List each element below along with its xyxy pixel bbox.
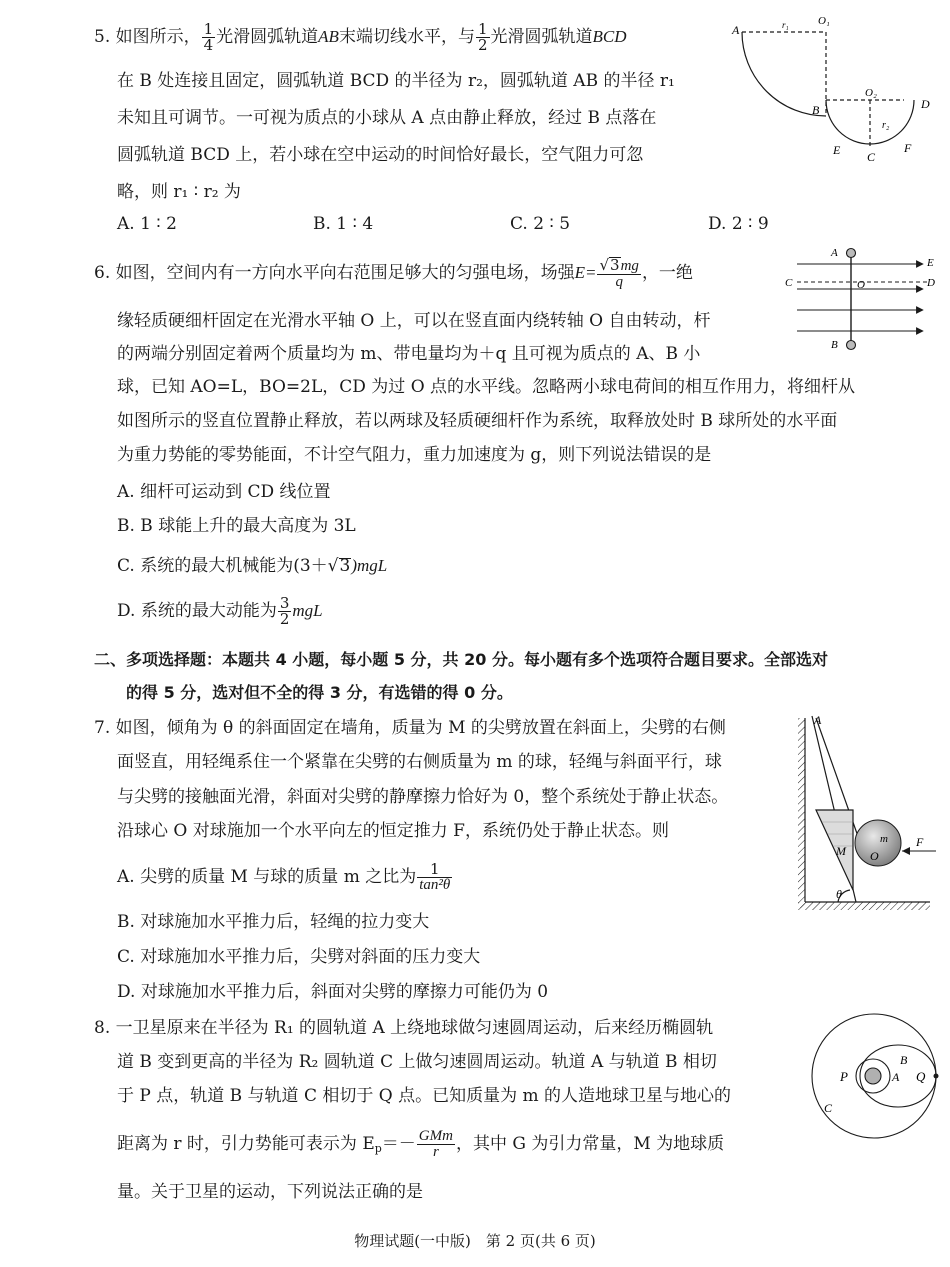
q6-label-o: O bbox=[857, 279, 865, 291]
q7-line4: 沿球心 O 对球施加一个水平向左的恒定推力 F，系统仍处于静止状态。则 bbox=[117, 821, 669, 841]
q6-line2: 缘轻质硬细杆固定在光滑水平轴 O 上，可以在竖直面内绕转轴 O 自由转动，杆 bbox=[117, 311, 711, 331]
section2-heading-line2: 的得 5 分，选对但不全的得 3 分，有选错的得 0 分。 bbox=[126, 683, 513, 702]
q5-label-o2: O₂ bbox=[865, 87, 877, 99]
q5-option-d: D. 2 ∶ 9 bbox=[708, 214, 769, 234]
q6-line1: 6. 如图，空间内有一方向水平向右范围足够大的匀强电场，场强E= $\frac{√3mg}{q}$ ，一绝 bbox=[94, 256, 693, 290]
q5-fraction-quarter: $\frac{1}{4}$ bbox=[203, 20, 214, 54]
q7-label-f: F bbox=[916, 835, 924, 849]
q8-line3: 于 P 点，轨道 B 与轨道 C 相切于 Q 点。已知质量为 m 的人造地球卫星与地心的 bbox=[117, 1086, 732, 1106]
q8-label-b: B bbox=[900, 1053, 908, 1067]
q5-fraction-half: $\frac{1}{2}$ bbox=[477, 20, 488, 54]
q6-option-b: B. B 球能上升的最大高度为 3L bbox=[117, 516, 356, 536]
q7-label-theta: θ bbox=[836, 887, 842, 901]
q6-field-fraction: $\frac{√3mg}{q}$ bbox=[599, 256, 639, 290]
q7-option-b: B. 对球施加水平推力后，轻绳的拉力变大 bbox=[117, 912, 430, 932]
q7-label-m-wedge: M bbox=[836, 844, 846, 858]
q5-figure-arc-tracks bbox=[730, 12, 940, 172]
q7-label-m-ball: m bbox=[880, 833, 888, 845]
q5-label-a: A bbox=[732, 23, 740, 37]
q8-label-q: Q bbox=[916, 1069, 926, 1084]
section2-heading: 二、多项选择题：本题共 4 小题，每小题 5 分，共 20 分。每小题有多个选项符合题目要求。全部选对 bbox=[94, 650, 828, 669]
q8-label-a: A bbox=[892, 1070, 900, 1084]
q5-label-d: D bbox=[921, 97, 930, 111]
q7-line1: 7. 如图，倾角为 θ 的斜面固定在墙角，质量为 M 的尖劈放置在斜面上，尖劈的右侧 bbox=[94, 718, 726, 738]
q6-option-a: A. 细杆可运动到 CD 线位置 bbox=[117, 482, 331, 502]
q5-label-o1: O₁ bbox=[818, 15, 830, 27]
q6-label-c: C bbox=[785, 277, 793, 289]
q7-option-d: D. 对球施加水平推力后，斜面对尖劈的摩擦力可能仍为 0 bbox=[117, 982, 549, 1002]
q6-label-d: D bbox=[927, 277, 935, 289]
q5-option-c: C. 2 ∶ 5 bbox=[510, 214, 571, 234]
q8-line5: 量。关于卫星的运动，下列说法正确的是 bbox=[117, 1182, 423, 1202]
q5-label-c: C bbox=[867, 150, 876, 164]
q7-option-a: A. 尖劈的质量 M 与球的质量 m 之比为 $\frac{1}{\text{tan²θ}}$ bbox=[117, 860, 451, 893]
q6-line5: 如图所示的竖直位置静止释放，若以两球及轻质硬细杆作为系统，取释放处时 B 球所处的水平面 bbox=[117, 411, 838, 431]
q6-label-e: E bbox=[927, 257, 934, 269]
q6-option-c: C. 系统的最大机械能为(3＋√3)mgL bbox=[117, 556, 388, 576]
q5-option-b: B. 1 ∶ 4 bbox=[313, 214, 374, 234]
q5-line2: 在 B 处连接且固定，圆弧轨道 BCD 的半径为 r₂，圆弧轨道 AB 的半径 r₁ bbox=[117, 71, 675, 91]
q5-label-r2: r₂ bbox=[882, 120, 890, 131]
page-footer: 物理试题(一中版) 第 2 页(共 6 页) bbox=[354, 1232, 596, 1250]
q6-figure-electric-field bbox=[783, 244, 938, 352]
q7-figure-wedge-incline bbox=[798, 712, 938, 914]
q8-line2: 道 B 变到更高的半径为 R₂ 圆轨道 C 上做匀速圆周运动。轨道 A 与轨道 B 相切 bbox=[117, 1052, 717, 1072]
q8-line1: 8. 一卫星原来在半径为 R₁ 的圆轨道 A 上绕地球做匀速圆周运动，后来经历椭圆轨 bbox=[94, 1018, 714, 1038]
q6-label-a: A bbox=[831, 247, 838, 259]
q7-label-o: O bbox=[870, 849, 879, 863]
q8-label-p: P bbox=[840, 1069, 848, 1084]
q5-label-e: E bbox=[833, 143, 841, 157]
q7-line2: 面竖直，用轻绳系住一个紧靠在尖劈的右侧质量为 m 的球，轻绳与斜面平行，球 bbox=[117, 752, 722, 772]
q6-label-b: B bbox=[831, 339, 838, 351]
q5-label-f: F bbox=[904, 141, 912, 155]
q5-line4: 圆弧轨道 BCD 上，若小球在空中运动的时间恰好最长，空气阻力可忽 bbox=[117, 145, 644, 165]
q5-line5: 略，则 r₁ ∶ r₂ 为 bbox=[117, 182, 241, 202]
q6-line6: 为重力势能的零势能面，不计空气阻力，重力加速度为 g，则下列说法错误的是 bbox=[117, 445, 712, 465]
q5-option-a: A. 1 ∶ 2 bbox=[117, 214, 177, 234]
q5-text: 5. 如图所示， bbox=[94, 27, 201, 47]
q7-line3: 与尖劈的接触面光滑，斜面对尖劈的静摩擦力恰好为 0，整个系统处于静止状态。 bbox=[117, 787, 729, 807]
q7-label-a: A bbox=[814, 713, 822, 727]
q5-label-b: B bbox=[812, 103, 820, 117]
q8-line4: 距离为 r 时，引力势能可表示为 $E_p=-$ $\frac{\text{GMm}}{r}$ ，其中 G 为引力常量，M 为地球质 bbox=[117, 1128, 725, 1160]
q8-figure-orbits bbox=[808, 1010, 942, 1142]
q5-line1: 5. 如图所示， $\frac{1}{4}$ 光滑圆弧轨道AB末端切线水平，与 $\frac{1}{2}$ 光滑圆弧轨道BCD bbox=[94, 20, 627, 54]
q6-line4: 球，已知 AO=L，BO=2L，CD 为过 O 点的水平线。忽略两小球电荷间的相互作用力，将细杆从 bbox=[117, 377, 856, 397]
q7-option-c: C. 对球施加水平推力后，尖劈对斜面的压力变大 bbox=[117, 947, 481, 967]
q5-label-r1: r₁ bbox=[782, 20, 789, 30]
q8-label-c: C bbox=[824, 1101, 833, 1115]
q6-option-d: D. 系统的最大动能为 $\frac{3}{2}$ mgL bbox=[117, 594, 323, 628]
q6-line3: 的两端分别固定着两个质量均为 m、带电量均为＋q 且可视为质点的 A、B 小 bbox=[117, 344, 701, 364]
q5-line3: 未知且可调节。一可视为质点的小球从 A 点由静止释放，经过 B 点落在 bbox=[117, 108, 657, 128]
